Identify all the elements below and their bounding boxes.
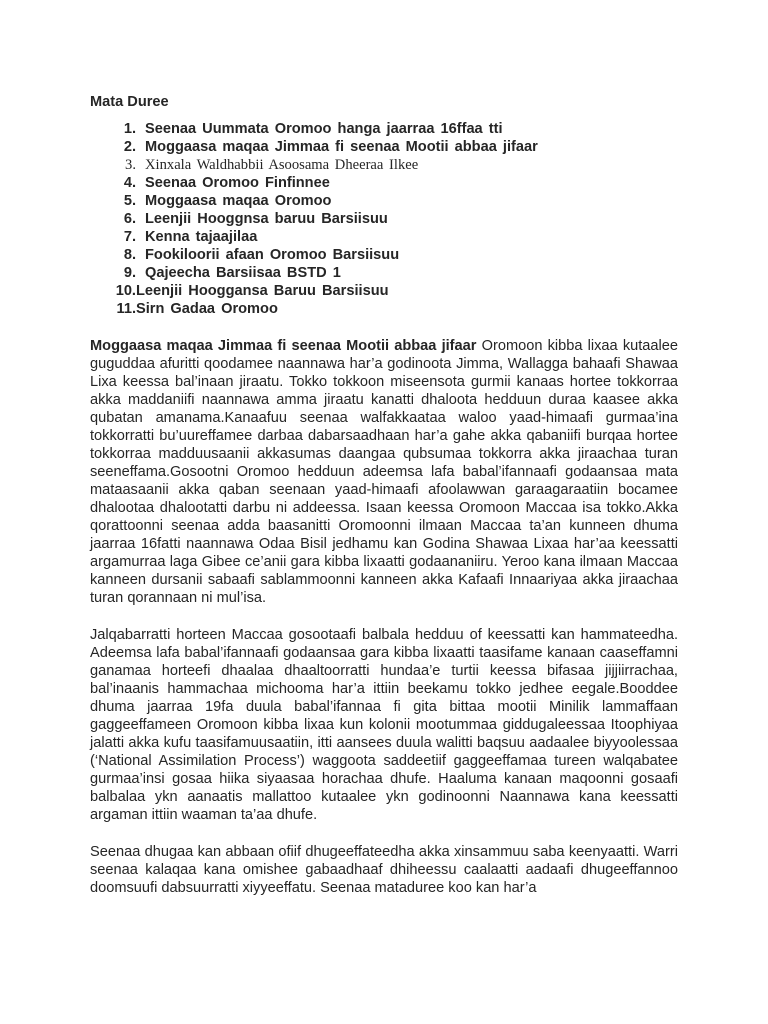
item-number: 10. [115,283,136,299]
item-title: Seenaa Uummata Oromoo hanga jaarraa 16ffaa tti [145,121,503,137]
item-number: 2. [123,139,136,155]
item-title: Moggaasa maqaa Jimmaa fi seenaa Mootii abbaa jifaar [145,139,538,155]
item-title: Leenjii Hooggansa Baruu Barsiisuu [136,283,389,299]
contents-item [90,282,678,300]
contents-item [90,246,678,264]
item-title: Qajeecha Barsiisaa BSTD 1 [145,265,341,281]
contents-item [90,228,678,246]
contents-item [90,120,678,138]
contents-item [90,264,678,282]
item-title: Fookiloorii afaan Oromoo Barsiisuu [145,247,400,263]
item-title: Sirn Gadaa Oromoo [136,301,278,317]
contents-item [90,300,678,318]
item-number: 8. [123,247,136,263]
item-title: Kenna tajaajilaa [145,229,258,245]
item-title: Moggaasa maqaa Oromoo [145,193,332,209]
item-number: 5. [123,193,136,209]
item-number: 3. [125,157,136,173]
paragraph-text: Oromoon kibba lixaa kutaalee guguddaa afuritti qoodamee naannawa har’a godinoota Jimma, Wallagga bahaafi Shawaa Lixa keessa bal’inaan jiraatu. Tokko tokkoon miseensota gurmii kanaas hortee tokkorraa akka maddaniifi naannawa amma jiraatu kanatti dhaloota hedduun duraa kaasee akka qubatan amanama.Kanaafuu seenaa walfakkaataa waloo yaad-himaafi gurmaa’ina tokkorratti bu’uureffamee darbaa dabarsaadhaan har’a gahe akka qabaniifi burqaa hortee tokkorraa madduusaanii akkasumas daangaa qubsumaa tokkorra akka jiraachaa turan seeneffama.Gosootni Oromoo hedduun adeemsa lafa babal’ifannaafi godaansaa mata mataasaanii akka qaban seenaan yaad-himaafi afoolawwan garaagaraatiin bocamee dhalootaa dhalootatti darbu ni addeessa. Isaan keessa Oromoon Maccaa isa tokko.Akka qorattoonni seenaa adda baasanitti Oromoonni ilmaan Maccaa ta’an kunneen dhuma jaarraa 16fatti naannawa Odaa Bisil jedhamu kan Godina Shawaa Lixaa har’aa keessatti argamurraa laga Gibee ce’anii gara kibba lixaatti godaananiiru. Yeroo kana ilmaan Maccaa kanneen dursanii sabaafi sablammoonni kanneen akka Kafaafi Innaariyaa akka jiraachaa turan qorannaan ni mul’isa. [90,338,678,606]
document-page [90,93,678,916]
contents-item [90,192,678,210]
item-title: Seenaa Oromoo Finfinnee [145,175,330,191]
contents-item [90,210,678,228]
item-number: 7. [123,229,136,245]
paragraph-lead: Moggaasa maqaa Jimmaa fi seenaa Mootii abbaa jifaar [90,338,477,354]
contents-item [90,156,678,174]
body-paragraph: Seenaa dhugaa kan abbaan ofiif dhugeeffateedha akka xinsammuu saba keenyaatti. Warri seenaa kalaqaa kana omishee gabaadhaaf dhiheessu caalaatti aadaafi dhugeeffannoo doomsuufi dabsuurratti xiyyeeffatu. Seenaa mataduree koo kan har’a [90,844,678,896]
item-title: Leenjii Hooggnsa baruu Barsiisuu [145,211,388,227]
contents-list [90,120,678,318]
contents-heading: Mata Duree [90,94,169,110]
contents-item [90,174,678,192]
item-title: Xinxala Waldhabbii Asoosama Dheeraa Ilkee [145,157,419,173]
body-paragraph [90,337,678,607]
item-number: 4. [123,175,136,191]
item-number: 11. [116,301,136,317]
item-number: 9. [123,265,136,281]
item-number: 1. [123,121,136,137]
item-number: 6. [123,211,136,227]
body-paragraph: Jalqabarratti horteen Maccaa gosootaafi balbala hedduu of keessatti kan hammateedha. Adeemsa lafa babal’ifannaafi godaansaa gara kibba lixaatti taasifame kanaan caaseffamni ganamaa horteefi dhaalaa dhaaltoorratti hundaa’e turtii keessa bifasaa jijjiirrachaa, bal’inaanis hammachaa michooma har’a ittiin beekamu tokko jedhee eegale.Booddee dhuma jaarraa 19fa duula babal’ifannaa fi gita bittaa mootii Minilik lammaffaan gaggeeffameen Oromoon kibba lixaa kun kolonii mootummaa giddugaleessaa Itoophiyaa jalatti akka kufu taasifamuusaatiin, itti aansees duula walitti baqsuu aadaalee biyyoolessaa (‘National Assimilation Process’) waggoota saddeetiif gaggeeffamaa tureen walqabatee gurmaa’insi gosaa hiika siyaasaa horachaa dhufe. Haaluma kanaan maqoonni gosaafi balbalaa ykn aanaatis mallattoo kutaalee ykn godinoonni Naannawa kana keessatti argaman ittiin waaman ta’aa dhufe. [90,627,678,823]
contents-item [90,138,678,156]
